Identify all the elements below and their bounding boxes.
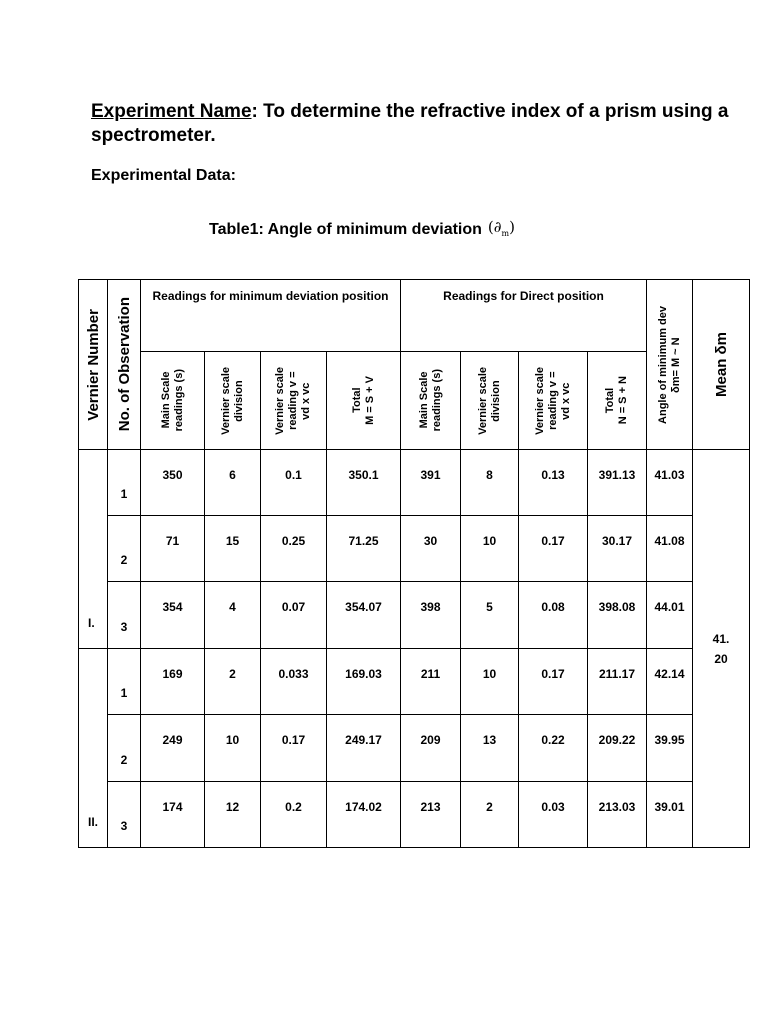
table-cell: 209.22: [588, 715, 647, 782]
min-main-scale-header: Main Scale readings (s): [141, 352, 205, 450]
table-cell: 0.03: [519, 782, 588, 848]
table-cell: 213: [401, 782, 461, 848]
table-cell: 213.03: [588, 782, 647, 848]
table-cell: 0.07: [261, 582, 327, 649]
table-row: [79, 782, 750, 848]
table-cell: 354: [141, 582, 205, 649]
observation-number: 3: [108, 582, 141, 649]
table-cell: 249: [141, 715, 205, 782]
table-cell: 0.08: [519, 582, 588, 649]
observation-number: 2: [108, 516, 141, 582]
table-cell: 6: [205, 450, 261, 516]
table-cell: 0.13: [519, 450, 588, 516]
table-row: [79, 450, 750, 516]
deviation-symbol: $(\partial_m)$: [487, 218, 515, 238]
table-cell: 174.02: [327, 782, 401, 848]
observation-number: 1: [108, 649, 141, 715]
table-cell: 391: [401, 450, 461, 516]
table-cell: 41.03: [647, 450, 693, 516]
table-cell: 0.17: [261, 715, 327, 782]
table-cell: 249.17: [327, 715, 401, 782]
table-cell: 10: [461, 649, 519, 715]
table-cell: 41.08: [647, 516, 693, 582]
observation-number: 2: [108, 715, 141, 782]
table-cell: 211.17: [588, 649, 647, 715]
table-cell: 30.17: [588, 516, 647, 582]
table-caption: [209, 220, 515, 240]
table-cell: 0.17: [519, 516, 588, 582]
table-cell: 2: [461, 782, 519, 848]
table-cell: 8: [461, 450, 519, 516]
table-cell: 39.01: [647, 782, 693, 848]
min-vernier-reading-header: Vernier scale reading v = vd x vc: [261, 352, 327, 450]
mean-header: Mean δm: [693, 280, 750, 450]
direct-vernier-division-header: Vernier scale division: [461, 352, 519, 450]
table-cell: 39.95: [647, 715, 693, 782]
direct-total-header: Total N = S + N: [588, 352, 647, 450]
min-vernier-division-header: Vernier scale division: [205, 352, 261, 450]
mean-value: 41.20: [693, 450, 750, 848]
min-deviation-table: [78, 279, 750, 848]
table-cell: 354.07: [327, 582, 401, 649]
table-row: [79, 516, 750, 582]
table-cell: 5: [461, 582, 519, 649]
table-cell: 0.25: [261, 516, 327, 582]
observation-number: 1: [108, 450, 141, 516]
table-cell: 398: [401, 582, 461, 649]
experimental-data-heading: Experimental Data:: [91, 167, 236, 184]
direct-main-scale-header: Main Scale readings (s): [401, 352, 461, 450]
table-cell: 4: [205, 582, 261, 649]
table-cell: 169: [141, 649, 205, 715]
table-cell: 350.1: [327, 450, 401, 516]
table-cell: 71.25: [327, 516, 401, 582]
angle-min-dev-header: Angle of minimum dev δm= M ~ N: [647, 280, 693, 450]
table-cell: 209: [401, 715, 461, 782]
table-cell: 12: [205, 782, 261, 848]
table-row: [79, 715, 750, 782]
table-cell: 2: [205, 649, 261, 715]
table-cell: 0.17: [519, 649, 588, 715]
table-cell: 44.01: [647, 582, 693, 649]
vernier-label: I.: [79, 450, 108, 649]
experiment-heading: [91, 100, 731, 148]
direct-position-group-header: Readings for Direct position: [401, 280, 647, 352]
min-total-header: Total M = S + V: [327, 352, 401, 450]
experiment-label: Experiment Name: [91, 101, 252, 122]
table-cell: 15: [205, 516, 261, 582]
observation-number-header: No. of Observation: [108, 280, 141, 450]
min-deviation-group-header: Readings for minimum deviation position: [141, 280, 401, 352]
table-cell: 211: [401, 649, 461, 715]
table-cell: 0.22: [519, 715, 588, 782]
table-cell: 10: [461, 516, 519, 582]
table-cell: 0.033: [261, 649, 327, 715]
table-cell: 42.14: [647, 649, 693, 715]
table-cell: 71: [141, 516, 205, 582]
table-cell: 391.13: [588, 450, 647, 516]
table-cell: 174: [141, 782, 205, 848]
table-cell: 10: [205, 715, 261, 782]
vernier-number-header: Vernier Number: [79, 280, 108, 450]
vernier-label: II.: [79, 649, 108, 848]
table-cell: 13: [461, 715, 519, 782]
table-row: [79, 582, 750, 649]
table-row: [79, 649, 750, 715]
direct-vernier-reading-header: Vernier scale reading v = vd x vc: [519, 352, 588, 450]
table-cell: 0.2: [261, 782, 327, 848]
table-cell: 398.08: [588, 582, 647, 649]
table-cell: 169.03: [327, 649, 401, 715]
table-cell: 350: [141, 450, 205, 516]
experiment-title: : To determine the refractive index of a prism using a spectrometer.: [91, 101, 729, 146]
table-caption-text: Table1: Angle of minimum deviation: [209, 221, 482, 238]
observation-number: 3: [108, 782, 141, 848]
table-cell: 0.1: [261, 450, 327, 516]
table-cell: 30: [401, 516, 461, 582]
